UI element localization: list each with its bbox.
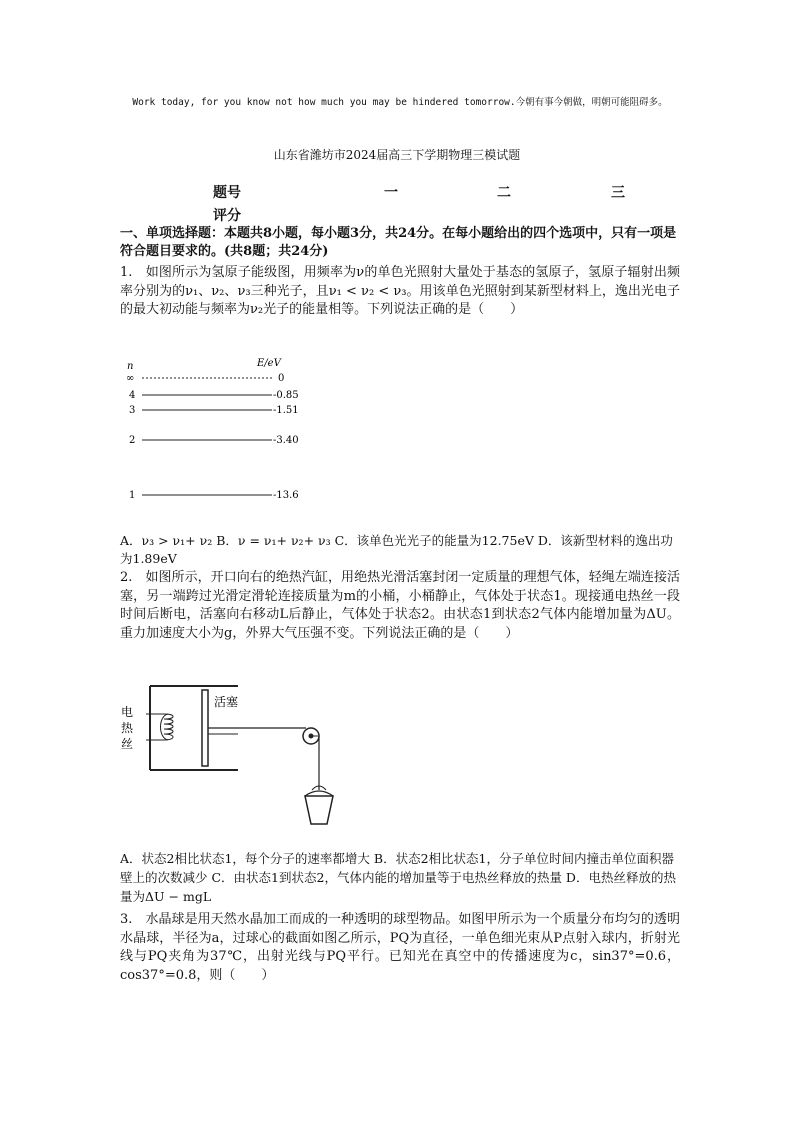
score-table-col-2: 二: [497, 185, 511, 201]
level-n-4: 4: [129, 390, 136, 401]
heater-label-2: 热: [121, 721, 134, 735]
piston: [202, 690, 208, 766]
score-table-col-3: 三: [611, 185, 625, 201]
cylinder-diagram: [118, 678, 348, 838]
heater-label-3: 丝: [121, 737, 134, 751]
level-e-3: -1.51: [273, 405, 299, 416]
level-e-1: -13.6: [273, 490, 299, 501]
question-2-text: 2. 如图所示，开口向右的绝热汽缸，用绝热光滑活塞封闭一定质量的理想气体，轻绳左端连接活塞，另一端跨过光滑定滑轮连接质量为m的小桶，小桶静止，气体处于状态1。现接通电热丝一段时间后断电，活塞向右移动L后静止，气体处于状态2。由状态1到状态2气体内能增加量为ΔU。重力加速度大小为g，外界大气压强不变。下列说法正确的是（ ）: [120, 570, 680, 641]
axis-e-label: E/eV: [257, 358, 281, 369]
piston-label: 活塞: [214, 695, 239, 709]
question-1-text: 1. 如图所示为氢原子能级图，用频率为ν的单色光照射大量处于基态的氢原子，氢原子辐射出频率分别为的ν₁、ν₂、ν₃三种光子，且ν₁ < ν₂ < ν₃。用该单色光照射到某新型材料上，逸出光电子的最大初动能与频率为ν₂光子的能量相等。下列说法正确的是（ ）: [120, 265, 680, 317]
motto: Work today, for you know not how much you may be hindered tomorrow.今朝有事今朝做，明朝可能阻碍多。: [132, 97, 668, 108]
energy-level-diagram: [120, 352, 320, 512]
question-2-options: A．状态2相比状态1，每个分子的速率都增大 B．状态2相比状态1，分子单位时间内撞击单位面积器壁上的次数减少 C．由状态1到状态2，气体内能的增加量等于电热丝释放的热量 D．电热丝释放的热量为ΔU − mgL: [120, 851, 676, 904]
question-1-options: A．ν₃ > ν₁+ ν₂ B．ν = ν₁+ ν₂+ ν₃ C．该单色光光子的能量为12.75eV D．该新型材料的逸出功为1.89eV: [120, 533, 673, 566]
score-table-col-label: 题号: [213, 185, 241, 201]
question-3-text: 3. 水晶球是用天然水晶加工而成的一种透明的球型物品。如图甲所示为一个质量分布均匀的透明水晶球，半径为a，过球心的截面如图乙所示，PQ为直径，一单色细光束从P点射入球内，折射光线与PQ夹角为37℃，出射光线与PQ平行。已知光在真空中的传播速度为c，sin37°=0.6，cos37°=0.8，则（ ）: [120, 912, 680, 983]
bucket: [305, 796, 333, 824]
section-heading: 一、单项选择题：本题共8小题，每小题3分，共24分。在每小题给出的四个选项中，只有一项是符合题目要求的。(共8题；共24分): [120, 226, 677, 259]
level-n-3: 3: [129, 405, 136, 416]
level-n-2: 2: [129, 435, 136, 446]
level-e-4: -0.85: [273, 390, 299, 401]
axis-n-label: n: [127, 361, 134, 372]
heater-label-1: 电: [121, 705, 134, 719]
level-n-1: 1: [129, 490, 136, 501]
level-e-inf: 0: [278, 373, 285, 384]
score-table-row-label: 评分: [213, 208, 241, 224]
level-n-inf: ∞: [126, 373, 135, 384]
score-table-col-1: 一: [384, 185, 398, 201]
level-e-2: -3.40: [273, 435, 299, 446]
page-title: 山东省潍坊市2024届高三下学期物理三模试题: [273, 148, 521, 162]
